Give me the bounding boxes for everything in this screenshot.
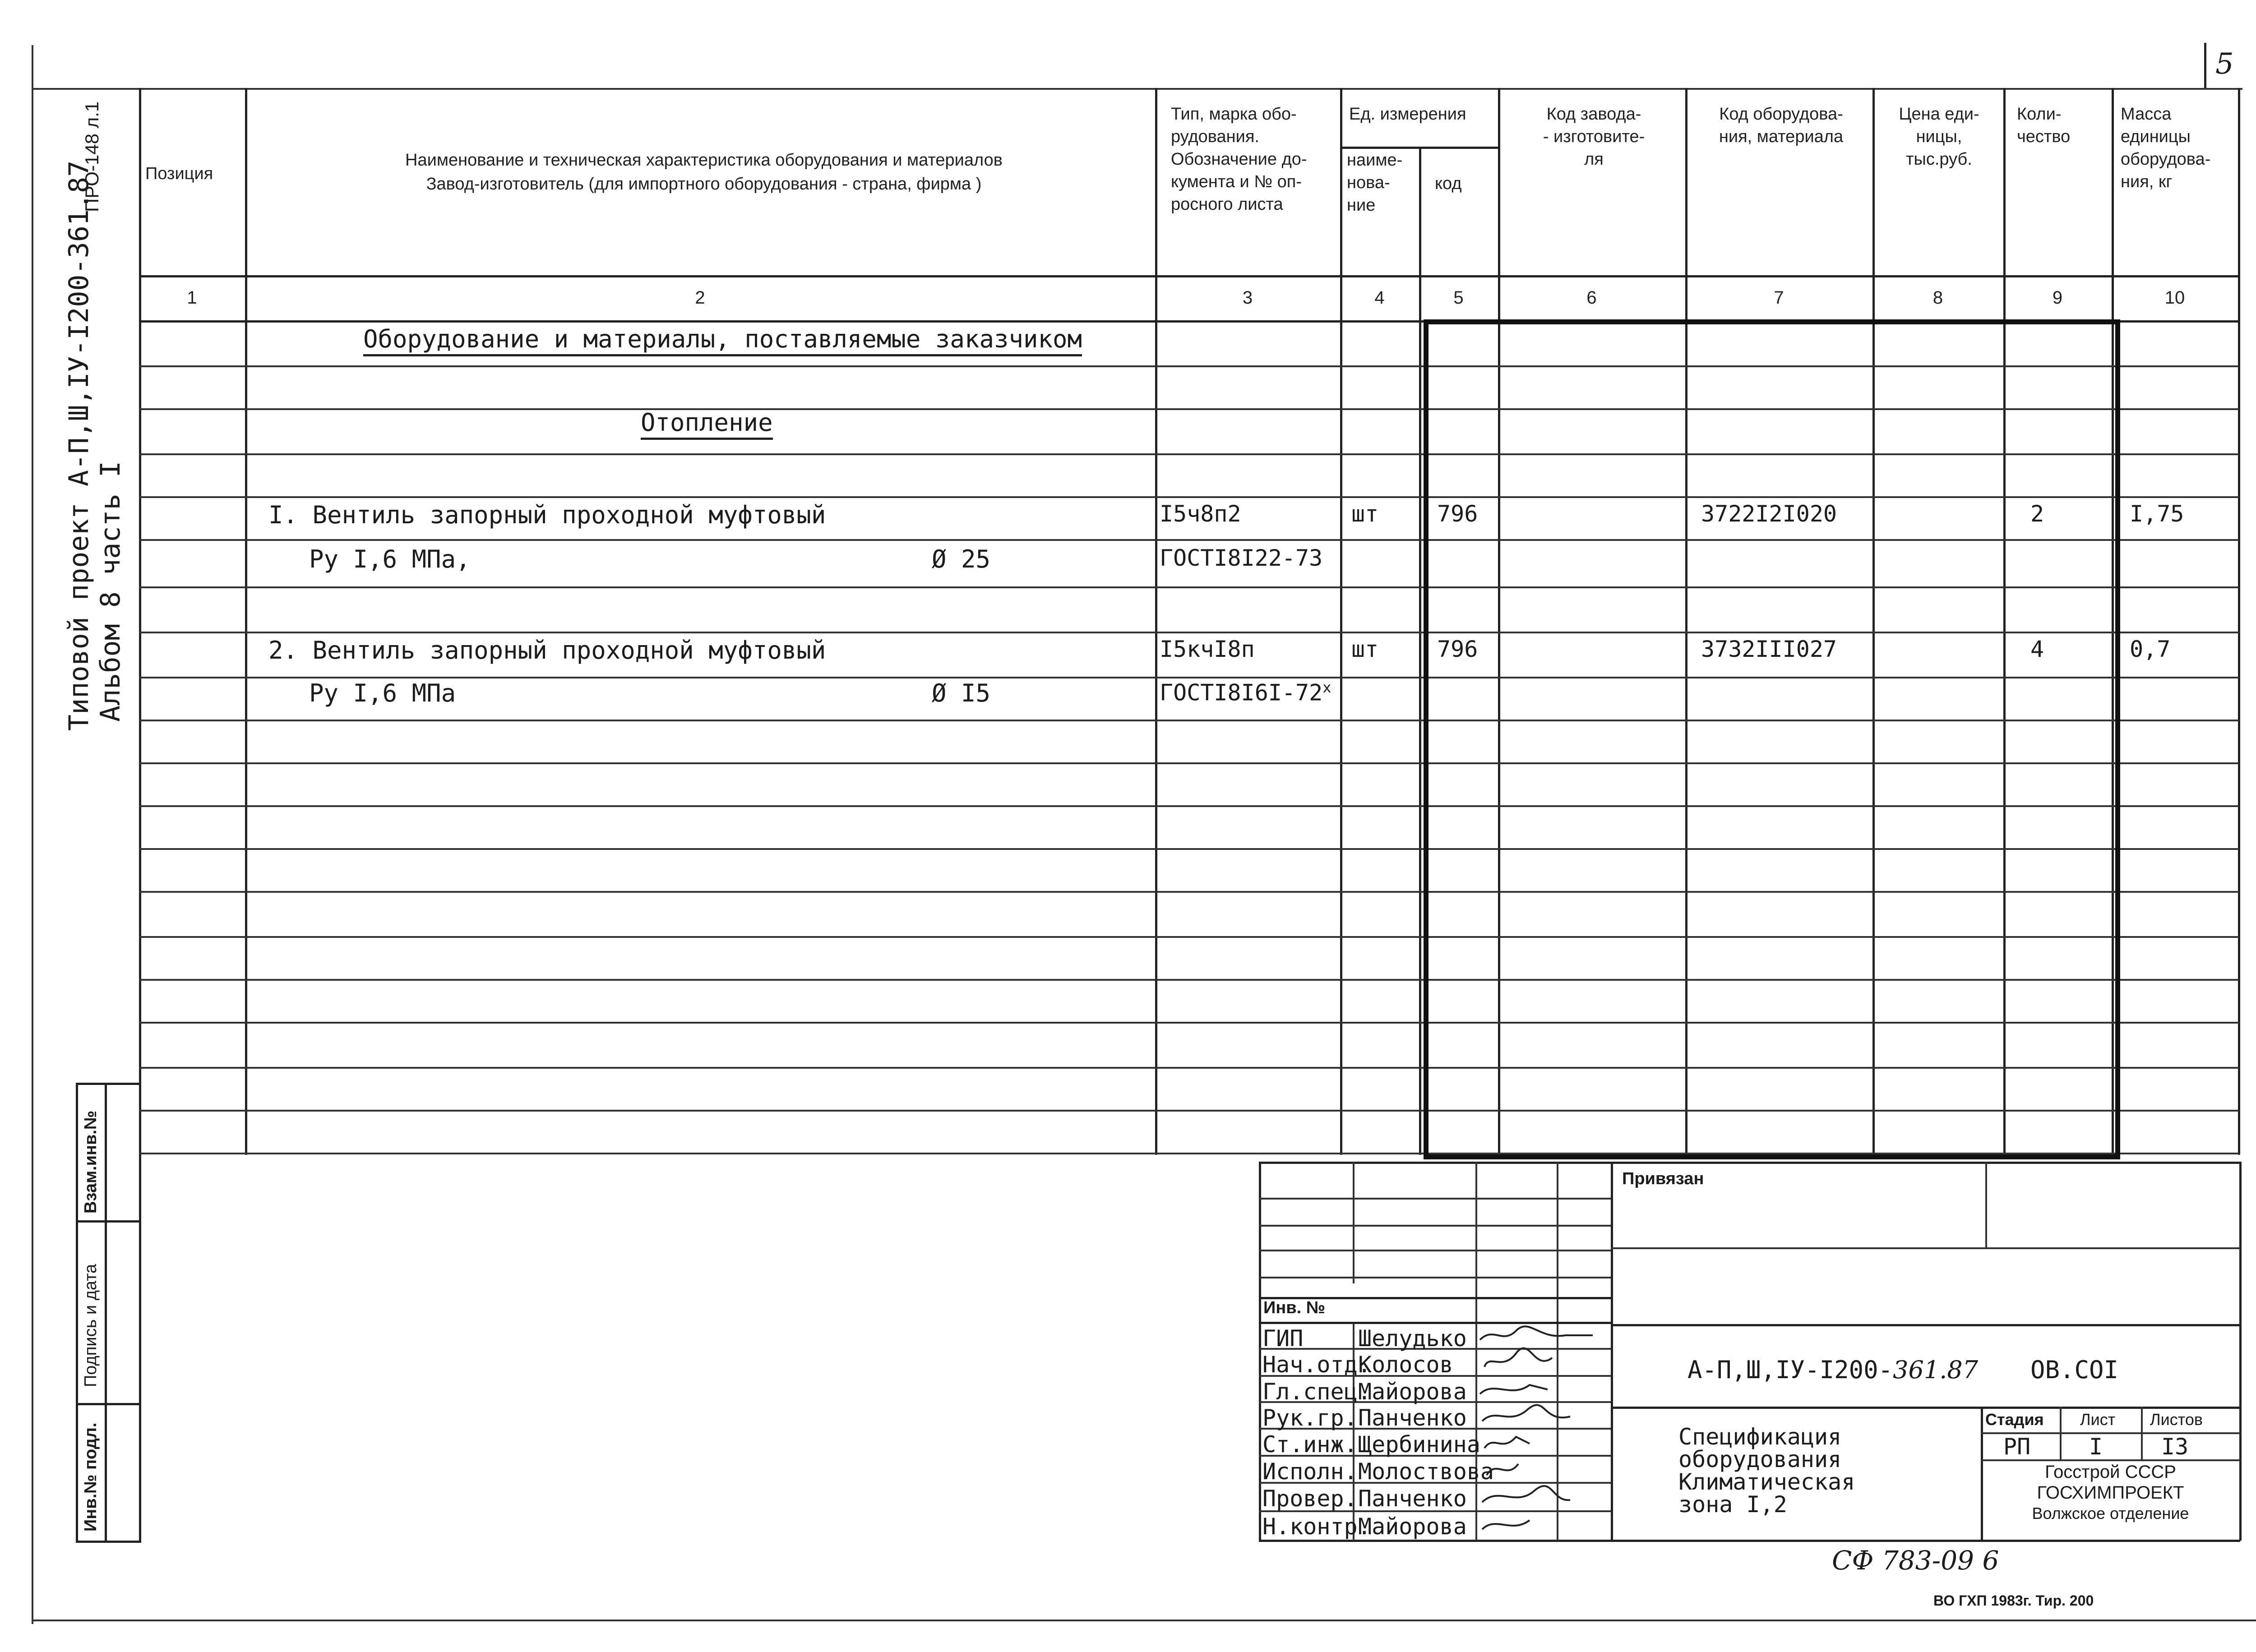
header-bottom <box>139 275 2239 277</box>
document-title <box>1678 1426 1855 1516</box>
doc-code <box>1687 1356 1978 1384</box>
bound-label: Привязан <box>1622 1169 1704 1188</box>
highlight-box <box>1424 319 2120 1159</box>
stamp-label-signature-date: Подпись и дата <box>81 1264 100 1387</box>
stage-value: РП <box>2003 1434 2031 1460</box>
tb-grid-h <box>1259 1277 1611 1278</box>
col-number: 9 <box>2052 288 2063 308</box>
header-unit-name <box>1347 149 1402 217</box>
col-div-2 <box>1155 88 1157 1155</box>
sheet-label: Лист <box>2080 1410 2116 1429</box>
title-block-bottom <box>1259 1540 2240 1542</box>
tb-grid-h <box>1259 1225 1611 1227</box>
person: Панченко <box>1358 1405 1467 1431</box>
signature-scribble <box>1482 1486 1570 1502</box>
header-factory-code-line: ля <box>1584 150 1604 169</box>
person: Колосов <box>1358 1352 1453 1378</box>
col-number: 1 <box>187 288 197 308</box>
item-doc-text: ГОСТI8I6I-72 <box>1160 679 1323 706</box>
signature-scribble <box>1484 1348 1552 1367</box>
col-number: 8 <box>1932 288 1943 308</box>
person: Шелудько <box>1358 1325 1467 1352</box>
col-number: 2 <box>695 288 705 308</box>
header-mass-line: единицы <box>2121 127 2191 146</box>
signatures <box>1475 1322 1611 1543</box>
item-spec: Ру I,6 МПа <box>309 679 456 707</box>
header-unit: Ед. измерения <box>1349 105 1466 124</box>
item-doc <box>1160 679 1331 706</box>
col-div-1 <box>245 88 247 1155</box>
role: Гл.спец. <box>1262 1379 1371 1405</box>
tb-main-divider <box>1611 1162 1613 1541</box>
col-number: 10 <box>2164 288 2185 308</box>
side-project-line2: Альбом 8 часть I <box>95 461 126 722</box>
role: Рук.гр. <box>1262 1405 1358 1431</box>
signature-scribble <box>1480 1385 1548 1394</box>
header-factory-code-line: Код завода- <box>1546 105 1641 124</box>
tb-h3 <box>1611 1407 2240 1409</box>
subsection-title <box>641 408 773 437</box>
inv-label: Инв. № <box>1263 1298 1326 1317</box>
header-position: Позиция <box>145 164 213 183</box>
frame-top <box>32 88 2242 90</box>
document-title-line: Климатическая <box>1678 1469 1855 1495</box>
item-doc: ГОСТI8I22-73 <box>1160 545 1323 571</box>
header-mass-line: оборудова- <box>2121 150 2211 169</box>
item-type: I5кчI8п <box>1160 636 1255 662</box>
section-title <box>363 325 1082 353</box>
header-type-line: рудования. <box>1171 127 1259 146</box>
frame-bottom <box>32 1620 2256 1621</box>
role: ГИП <box>1262 1325 1304 1352</box>
role: Провер. <box>1262 1486 1358 1512</box>
item-unit: шт <box>1351 501 1379 527</box>
role: Нач.отд. <box>1262 1352 1371 1378</box>
stage-label: Стадия <box>1985 1410 2044 1429</box>
header-unit-name-line: нова- <box>1347 173 1390 192</box>
person: Щербинина <box>1358 1431 1480 1458</box>
document-title-line: зона I,2 <box>1678 1491 1787 1518</box>
col-number: 4 <box>1374 288 1385 308</box>
frame-left <box>32 45 33 1624</box>
header-quantity-line: чество <box>2017 127 2071 146</box>
item-unit-code: 796 <box>1437 636 1478 662</box>
doc-code-handwritten: 361.87 <box>1893 1356 1979 1384</box>
table-right-border <box>2238 88 2240 1155</box>
stamp-div2 <box>76 1403 139 1405</box>
item-diameter: Ø I5 <box>932 679 991 707</box>
print-info: ВО ГХП 1983г. Тир. 200 <box>1933 1592 2094 1609</box>
header-unit-name-line: наиме- <box>1347 151 1403 170</box>
header-mass-line: Масса <box>2121 105 2172 124</box>
signature-scribble <box>1487 1464 1518 1475</box>
signature-scribble <box>1482 1405 1570 1421</box>
organization <box>1981 1462 2240 1524</box>
header-quantity-line: Коли- <box>2017 105 2062 124</box>
header-mass <box>2121 103 2210 193</box>
header-equipment-code-line: Код оборудова- <box>1719 105 1843 124</box>
item-spec: Ру I,6 МПа, <box>309 545 471 573</box>
item-unit: шт <box>1351 636 1379 662</box>
organization-line: Госстрой СССР <box>2045 1462 2176 1482</box>
doc-code-text: А-П,Ш,IУ-I200- <box>1687 1356 1893 1384</box>
stamp-div1 <box>76 1220 139 1223</box>
organization-line: ГОСХИМПРОЕКТ <box>2037 1483 2184 1503</box>
sheet-value: I <box>2089 1434 2103 1460</box>
item-mass: I,75 <box>2130 501 2184 527</box>
title-block-top <box>1259 1162 2240 1164</box>
document-title-line: Спецификация <box>1678 1424 1842 1450</box>
side-code: ПРО-148 л.1 <box>81 101 102 212</box>
signature-scribble <box>1484 1437 1530 1448</box>
stamp-left <box>76 1083 78 1543</box>
tb-v-sheet <box>2060 1407 2062 1459</box>
item-equipment-code: 3732III027 <box>1701 636 1837 662</box>
person: Майорова <box>1358 1514 1467 1540</box>
page-number-box-left <box>2204 43 2206 88</box>
header-price <box>1877 103 2001 171</box>
role: Исполн. <box>1262 1458 1358 1485</box>
header-type-line: кумента и № оп- <box>1171 172 1302 191</box>
person: Панченко <box>1358 1486 1467 1512</box>
item-quantity: 4 <box>2030 636 2044 662</box>
header-unit-code: код <box>1435 174 1462 193</box>
organization-line: Волжское отделение <box>2032 1504 2189 1523</box>
signature-scribble <box>1482 1520 1530 1529</box>
sheets-value: I3 <box>2161 1434 2189 1460</box>
stamp-bottom <box>76 1541 139 1543</box>
tb-h1 <box>1611 1247 2240 1249</box>
header-equipment-code-line: ния, материала <box>1719 127 1844 146</box>
doc-mark: ОВ.СОI <box>2030 1356 2119 1384</box>
sheets-label: Листов <box>2150 1410 2203 1429</box>
header-mass-line: ния, кг <box>2121 172 2173 191</box>
header-type-line: росного листа <box>1171 195 1283 214</box>
header-equipment-code <box>1692 103 1870 148</box>
page-number: 5 <box>2215 47 2234 81</box>
header-price-line: Цена еди- <box>1899 105 1979 124</box>
col-number: 5 <box>1453 288 1464 308</box>
stamp-top <box>76 1083 139 1085</box>
header-factory-code <box>1505 103 1683 171</box>
item-equipment-code: 3722I2I020 <box>1701 501 1837 527</box>
signature-scribble <box>1480 1326 1593 1340</box>
role: Н.контр. <box>1262 1514 1371 1540</box>
archive-number: СФ 783-09 6 <box>1832 1545 1999 1576</box>
item-unit-code: 796 <box>1437 501 1478 527</box>
item-quantity: 2 <box>2030 501 2044 527</box>
header-type-line: Тип, марка обо- <box>1171 105 1297 124</box>
header-name-line2: Завод-изготовитель (для импортного оборудования - страна, фирма ) <box>426 175 982 194</box>
header-price-line: тыс.руб. <box>1906 150 1972 169</box>
header-type-line: Обозначение до- <box>1171 150 1307 169</box>
stamp-label-inv-original: Инв.№ подл. <box>81 1422 100 1532</box>
item-mass: 0,7 <box>2130 636 2171 662</box>
section-title-text: Оборудование и материалы, поставляемые заказчиком <box>363 325 1082 356</box>
header-factory-code-line: - изготовите- <box>1543 127 1645 146</box>
col-number: 6 <box>1586 288 1597 308</box>
header-name-line1: Наименование и техническая характеристика оборудования и материалов <box>405 151 1003 170</box>
header-unit-name-line: ние <box>1347 196 1376 215</box>
item-name: 2. Вентиль запорный проходной муфтовый <box>268 636 826 664</box>
title-block-left <box>1259 1162 1261 1541</box>
col-div-3 <box>1340 88 1342 1155</box>
stamp-mid <box>105 1083 107 1543</box>
role: Ст.инж. <box>1262 1431 1358 1458</box>
item-type: I5ч8п2 <box>1160 501 1241 527</box>
item-diameter: Ø 25 <box>932 545 991 573</box>
tb-h2 <box>1611 1324 2240 1326</box>
side-project-line1: Типовой проект А-П,Ш,IУ-I200-361.87 <box>63 160 95 731</box>
header-quantity <box>2017 103 2070 148</box>
item-name: I. Вентиль запорный проходной муфтовый <box>268 501 826 529</box>
tb-grid-h <box>1259 1198 1611 1200</box>
tb-v-sheets <box>2141 1407 2143 1459</box>
item-doc-superscript: x <box>1322 679 1331 696</box>
subsection-title-text: Отопление <box>641 408 773 440</box>
header-price-line: ницы, <box>1916 127 1962 146</box>
person: Майорова <box>1358 1379 1467 1405</box>
document-title-line: оборудования <box>1678 1446 1842 1472</box>
stamp-label-replaced-inv: Взам.инв.№ <box>81 1110 100 1214</box>
header-type <box>1171 103 1338 216</box>
person: Молоствова <box>1358 1458 1494 1485</box>
tb-bound-divider <box>1985 1162 1987 1247</box>
tb-grid-v <box>1353 1162 1355 1283</box>
col-number: 3 <box>1242 288 1253 308</box>
tb-grid-h <box>1259 1250 1611 1251</box>
col-number: 7 <box>1774 288 1784 308</box>
